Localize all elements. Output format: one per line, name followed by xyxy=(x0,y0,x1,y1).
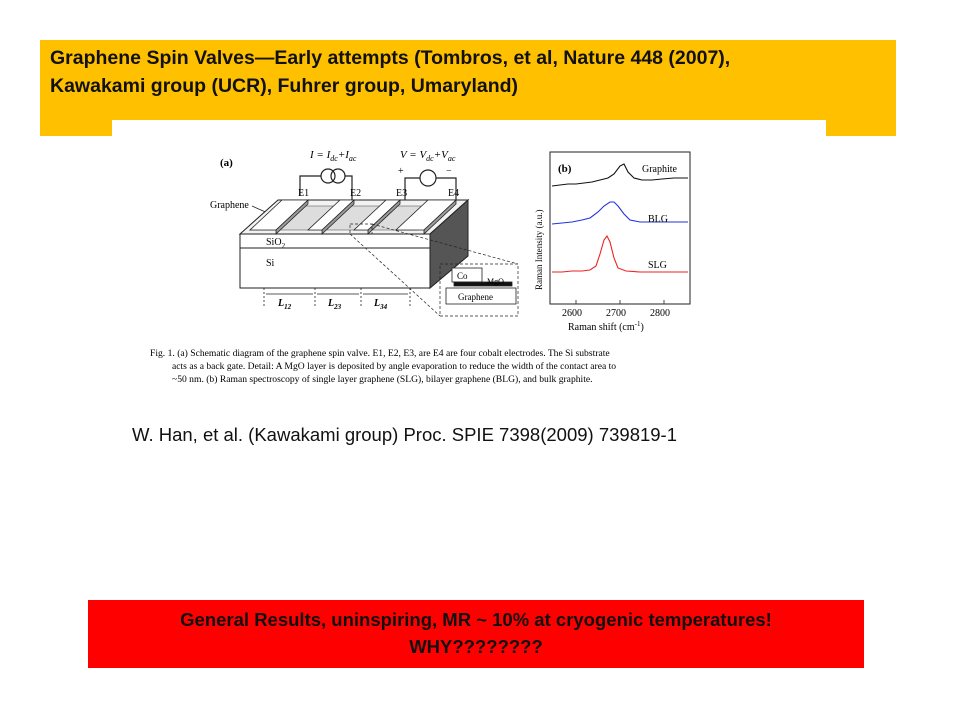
detail-co-label: Co xyxy=(457,271,468,281)
detail-mgo-label: MgO xyxy=(487,277,504,286)
voltmeter-minus: − xyxy=(446,166,452,177)
electrode-label-e4: E4 xyxy=(448,188,460,199)
detail-graphene-label: Graphene xyxy=(458,292,493,302)
panel-b-tag: (b) xyxy=(558,163,572,175)
conclusion-line2: WHY???????? xyxy=(409,636,543,657)
voltmeter-plus: + xyxy=(398,166,404,177)
graphene-label: Graphene xyxy=(210,200,249,211)
citation-text: W. Han, et al. (Kawakami group) Proc. SPIE 7398(2009) 739819-1 xyxy=(132,424,678,445)
figure-caption-line1: Fig. 1. (a) Schematic diagram of the graphene spin valve. E1, E2, E3, are E4 are four cobalt electrodes. The Si substrate xyxy=(150,348,610,359)
figure-caption-line3: ~50 nm. (b) Raman spectroscopy of single layer graphene (SLG), bilayer graphene (BLG), and bulk graphite. xyxy=(172,374,593,385)
current-formula: $I = I_{dc}+I_{ac}$ xyxy=(310,149,357,163)
figure-caption-line2: acts as a back gate. Detail: A MgO layer is deposited by angle evaporation to reduce the width of the contact area to xyxy=(172,361,617,372)
electrode-label-e1: E1 xyxy=(298,188,310,199)
conclusion-banner xyxy=(88,600,864,668)
electrode-label-e2: E2 xyxy=(350,188,362,199)
conclusion-line1: General Results, uninspiring, MR ~ 10% at cryogenic temperatures! xyxy=(180,609,772,630)
raman-legend-graphite: Graphite xyxy=(642,164,677,175)
raman-legend-slg: SLG xyxy=(648,260,667,271)
length-l34: $L_{34}$ xyxy=(374,298,388,311)
raman-xlabel: Raman shift $(cm^{-1})$ xyxy=(568,320,644,333)
raman-xtick-2700: 2700 xyxy=(606,308,626,319)
raman-xtick-2600: 2600 xyxy=(562,308,582,319)
panel-a-tag: (a) xyxy=(220,157,233,169)
length-l12: $L_{12}$ xyxy=(278,298,292,311)
si-label: Si xyxy=(266,258,275,269)
figure-image xyxy=(150,138,800,398)
slide-title-line2: Kawakami group (UCR), Fuhrer group, Umaryland) xyxy=(50,75,519,97)
sio2-label: SiO$_2$ xyxy=(266,237,286,250)
voltage-formula: $V = V_{dc}+V_{ac}$ xyxy=(400,149,456,163)
slide-title xyxy=(50,44,890,100)
length-l23: $L_{23}$ xyxy=(328,298,342,311)
raman-legend-blg: BLG xyxy=(648,214,668,225)
electrode-label-e3: E3 xyxy=(396,188,408,199)
figure-backdrop xyxy=(112,120,826,138)
raman-ylabel: Raman Intensity (a.u.) xyxy=(534,209,544,290)
slide-title-line1: Graphene Spin Valves—Early attempts (Tombros, et al, Nature 448 (2007), xyxy=(50,47,731,69)
raman-xtick-2800: 2800 xyxy=(650,308,670,319)
